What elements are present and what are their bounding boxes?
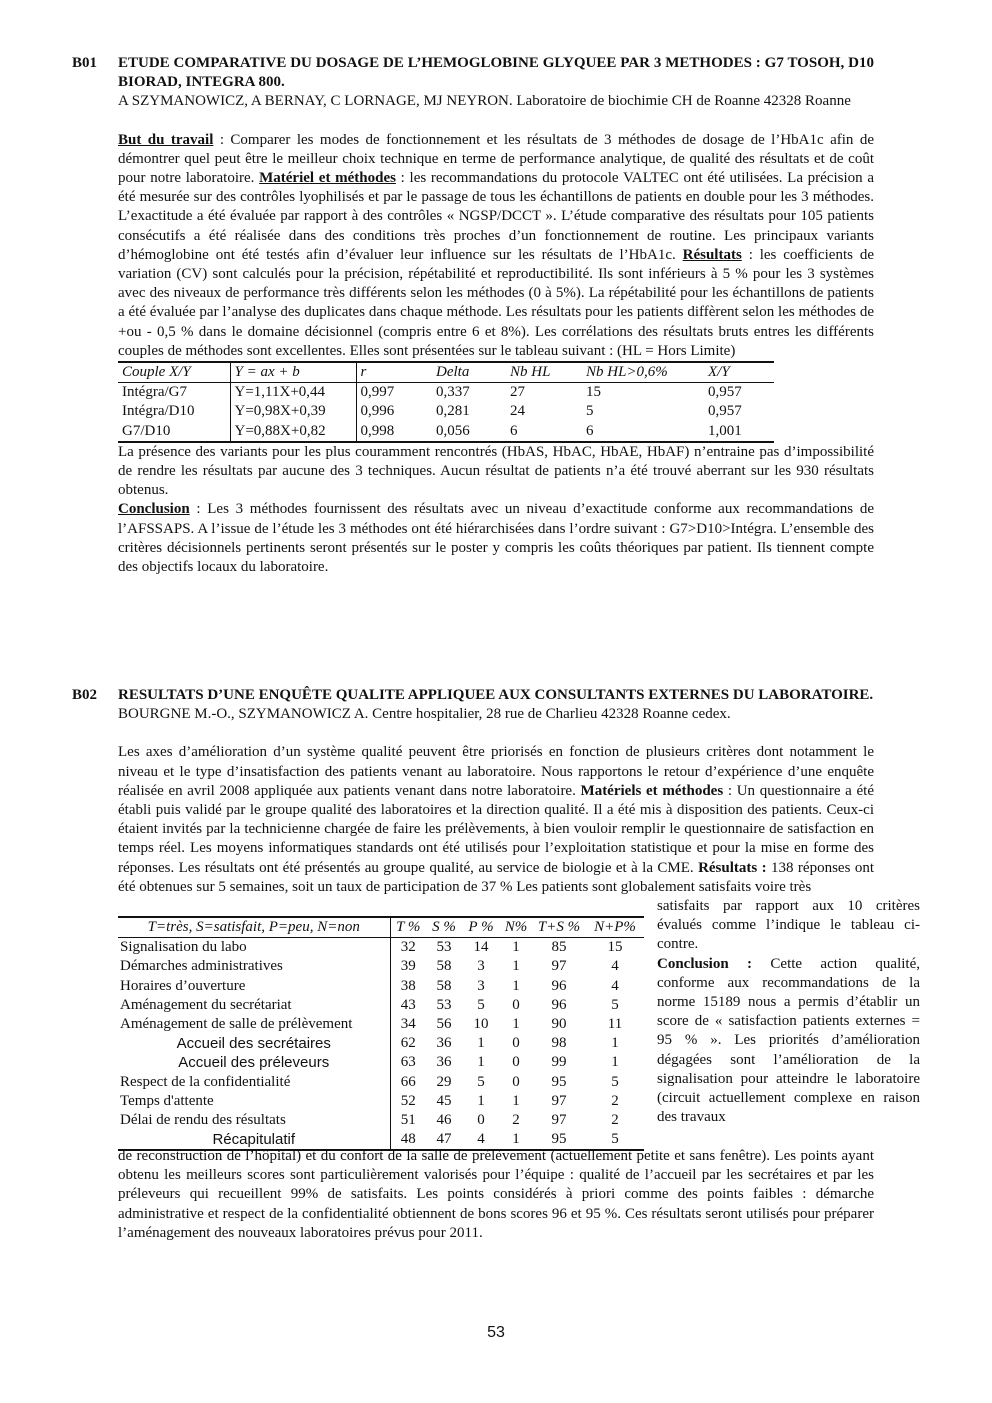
table-row [118, 1092, 644, 1111]
table-cell: 2 [512, 1112, 520, 1129]
table-cell: 85 [551, 939, 567, 956]
table-header: Y = ax + b [230, 362, 356, 383]
abstract-b02 [72, 686, 920, 1243]
table-header: r [356, 362, 432, 383]
table-cell: G7/D10 [118, 422, 230, 442]
table-cell: 58 [436, 958, 452, 975]
table-cell: 34 [400, 1016, 416, 1033]
table-header: X/Y [704, 362, 774, 383]
table-cell: 0,056 [432, 422, 506, 442]
table-cell: 1 [512, 958, 520, 975]
table-cell: Y=0,88X+0,82 [230, 422, 356, 442]
table-cell: 6 [582, 422, 704, 442]
table-row [118, 383, 774, 403]
abstract-title: ETUDE COMPARATIVE DU DOSAGE DE L’HEMOGLOBINE GLYQUEE PAR 3 METHODES : G7 TOSOH, D10 BIORAD, INTEGRA 800. [118, 55, 874, 91]
table-cell: 1 [477, 1092, 485, 1109]
section-heading: Conclusion : [657, 955, 753, 972]
body-text: : les recommandations du protocole VALTEC ont été utilisées. La précision a été mesurée sur des contrôles lyophilisés et par le passage de tous les échantillons de patients en double pour les 3 méthodes. L’exactitude a été évaluée par rapport à des contrôles « NGSP/DCCT ». L’étude comparative des résultats pour 105 patients consécutifs a été réalisée dans des conditions très proches d’un fonctionnement de routine. Les principaux variants d’hémoglobine ont été testés afin d’évaluer leur influence sur les résultats de l’HbA1c. [118, 170, 875, 263]
table-header: T+S % [532, 917, 586, 938]
table-cell: 6 [506, 422, 582, 442]
table-cell: 14 [473, 939, 489, 956]
table-cell: 97 [551, 958, 567, 975]
abstract-body [118, 743, 874, 897]
table-cell: 97 [551, 1112, 567, 1129]
table-cell: 97 [551, 1092, 567, 1109]
table-cell: Temps d'attente [118, 1092, 390, 1111]
table-cell: 56 [436, 1016, 452, 1033]
body-paragraph: La présence des variants pour les plus couramment rencontrés (HbAS, HbAC, HbAE, HbAF) n’entraine pas d’impossibilité de rendre les résultats par aucune des 3 techniques. Aucun résultat de patients n’a été trouvé aberrant sur les 930 résultats obtenus. [118, 443, 874, 499]
table-cell: 0,997 [360, 384, 395, 401]
conclusion-paragraph [118, 500, 874, 577]
table-cell: 1 [512, 977, 520, 994]
table-cell: 38 [400, 977, 416, 994]
section-heading: Matériel et méthodes [259, 170, 396, 187]
abstract-title: RESULTATS D’UNE ENQUÊTE QUALITE APPLIQUEE AUX CONSULTANTS EXTERNES DU LABORATOIRE. [118, 687, 874, 703]
table-row [118, 1130, 644, 1150]
table-cell: 47 [426, 1130, 462, 1150]
table-cell: 98 [551, 1035, 567, 1052]
table-cell: 0,957 [708, 384, 742, 401]
table-cell: 32 [400, 939, 416, 956]
table-cell: 95 [532, 1130, 586, 1150]
table-row [118, 938, 644, 958]
table-cell: 95 [551, 1073, 567, 1090]
table-cell: 90 [551, 1016, 567, 1033]
satisfaction-table [118, 916, 644, 1151]
table-cell: 46 [436, 1112, 452, 1129]
table-cell: 5 [611, 996, 619, 1013]
table-cell: 66 [400, 1073, 416, 1090]
table-cell: Y=0,98X+0,39 [230, 402, 356, 421]
table-cell: 5 [586, 403, 594, 420]
table-cell: Aménagement de salle de prélèvement [118, 1015, 390, 1034]
table-cell: 1 [512, 1016, 520, 1033]
table-cell: 1,001 [704, 422, 774, 442]
table-cell: 96 [551, 977, 567, 994]
table-cell: 0,337 [436, 384, 470, 401]
table-cell: Signalisation du labo [118, 938, 390, 958]
table-row [118, 957, 644, 976]
table-cell: 11 [607, 1016, 623, 1033]
table-cell: 1 [477, 1035, 485, 1052]
body-text: satisfaits par rapport aux 10 critères évalués comme l’indique le tableau ci-contre. [657, 898, 920, 953]
abstract-code: B01 [72, 55, 98, 71]
body-text: : Les 3 méthodes fournissent des résultats avec un niveau d’exactitude conforme aux recommandations de l’AFSSAPS. A l’issue de l’étude les 3 méthodes ont été hiérarchisées dans l’ordre suivant : G7>D10>Intégra. L’ensemble des critères décisionnels pertinents seront présentés sur le poster y compris les coûts théoriques par patient. Ils tiennent compte des objectifs locaux du laboratoire. [118, 501, 874, 576]
table-cell: 3 [477, 977, 485, 994]
table-row [118, 1073, 644, 1092]
table-cell: Accueil des préleveurs [118, 1053, 390, 1072]
table-cell: 0 [512, 1054, 520, 1071]
table-cell: Récapitulatif [118, 1130, 390, 1150]
table-header: Delta [432, 362, 506, 383]
table-cell: 36 [436, 1054, 452, 1071]
correlation-table [118, 361, 774, 443]
table-row [118, 422, 774, 442]
table-cell: 0,996 [360, 403, 395, 420]
table-header: N% [500, 917, 532, 938]
table-cell: 96 [551, 996, 567, 1013]
table-cell: 36 [436, 1035, 452, 1052]
table-cell: 10 [473, 1016, 489, 1033]
table-cell: Horaires d’ouverture [118, 977, 390, 996]
table-cell: 45 [436, 1092, 452, 1109]
table-header: S % [426, 917, 462, 938]
table-cell: 4 [462, 1130, 500, 1150]
table-cell: 2 [611, 1092, 619, 1109]
table-cell: 2 [611, 1112, 619, 1129]
table-cell: Intégra/D10 [118, 402, 230, 421]
table-header: T=très, S=satisfait, P=peu, N=non [118, 917, 390, 938]
table-cell: 5 [611, 1073, 619, 1090]
table-cell: 62 [400, 1035, 416, 1052]
table-cell: 1 [477, 1054, 485, 1071]
body-text: : Un questionnaire a été établi puis validé par le groupe qualité des laboratoires et la direction qualité. Il a été mis à disposition des patients. Ceux-ci étaient invités par la technicienne chargée de faire les prélèvements, à bien vouloir remplir le questionnaire de satisfaction en temps réel. Les moyens informatiques standards ont été utilisés pour l’exploitation statistique et pour la mise en forme des réponses. Les résultats ont été présentés au groupe qualité, au service de biologie et à la CME. [118, 782, 875, 876]
abstract-body [118, 131, 874, 361]
table-cell: 1 [611, 1054, 619, 1071]
body-text: Les axes d’amélioration d’un système qualité peuvent être priorisés en fonction de plusieurs critères dont notamment le niveau et le type d’insatisfaction des patients venant au laboratoire. Nous rapportons le retour d’expérience d’une enquête réalisée en avril 2008 appliquée aux patients venant dans notre laboratoire. [118, 744, 874, 799]
abstract-authors: BOURGNE M.-O., SZYMANOWICZ A. Centre hospitalier, 28 rue de Charlieu 42328 Roanne cedex. [118, 706, 731, 723]
abstract-authors: A SZYMANOWICZ, A BERNAY, C LORNAGE, MJ NEYRON. Laboratoire de biochimie CH de Roanne 42328 Roanne [118, 93, 851, 110]
table-row [118, 1053, 644, 1072]
section-heading: Résultats : [698, 859, 767, 876]
table-cell: 0 [512, 1073, 520, 1090]
table-cell: 53 [436, 939, 452, 956]
table-header: T % [390, 917, 426, 938]
side-column-text [657, 897, 920, 1127]
table-cell: 3 [477, 958, 485, 975]
table-cell: 0 [512, 1035, 520, 1052]
table-cell: 53 [436, 996, 452, 1013]
table-row [118, 977, 644, 996]
table-row [118, 1015, 644, 1034]
table-cell: 4 [611, 977, 619, 994]
table-cell: Délai de rendu des résultats [118, 1111, 390, 1130]
table-cell: 29 [436, 1073, 452, 1090]
table-and-sidebar [118, 897, 920, 1149]
table-cell: Intégra/G7 [118, 383, 230, 403]
table-row [118, 1111, 644, 1130]
body-paragraph: de reconstruction de l’hôpital) et du confort de la salle de prélèvement (actuellement petite et sans fenêtre). Les points ayant obtenu les meilleurs scores sont particulièrement valorisés pour l’équipe : qualité de l’accueil par les secrétaires et par les préleveurs qui recueillent 99% de satisfaits. Les points considérés à priori comme des points faibles : démarche administrative et respect de la confidentialité obtiennent de bons scores 96 et 95 %. Ces résultats seront utilisés pour préparer l’aménagement des nouveaux laboratoires prévus pour 2011. [118, 1148, 874, 1241]
table-cell: 39 [400, 958, 416, 975]
table-row [118, 1034, 644, 1053]
table-row [118, 996, 644, 1015]
table-cell: 4 [611, 958, 619, 975]
table-cell: 43 [400, 996, 416, 1013]
table-row [118, 402, 774, 421]
body-text: 138 réponses ont été obtenues sur 5 semaines, soit un taux de participation de 37 % Les patients sont globalement satisfaits voire très [118, 859, 874, 895]
table-cell: Accueil des secrétaires [118, 1034, 390, 1053]
table-header: Nb HL [506, 362, 582, 383]
table-cell: 1 [611, 1035, 619, 1052]
table-cell: 24 [510, 403, 525, 420]
section-heading: Matériels et méthodes [580, 782, 724, 799]
table-header: N+P% [586, 917, 644, 938]
table-cell: 1 [512, 939, 520, 956]
table-cell: 0,998 [356, 422, 432, 442]
table-cell: Respect de la confidentialité [118, 1073, 390, 1092]
table-header: Couple X/Y [118, 362, 230, 383]
section-heading: But du travail [118, 131, 214, 148]
table-cell: 0 [512, 996, 520, 1013]
table-header: P % [462, 917, 500, 938]
section-heading: Conclusion [118, 501, 190, 518]
table-cell: 0,957 [708, 403, 742, 420]
table-cell: 99 [551, 1054, 567, 1071]
page-number: 53 [487, 1324, 505, 1341]
section-heading: Résultats [682, 246, 742, 263]
table-cell: 5 [477, 996, 485, 1013]
table-cell: 0 [477, 1112, 485, 1129]
table-cell: Démarches administratives [118, 957, 390, 976]
table-cell: 58 [436, 977, 452, 994]
table-cell: 5 [586, 1130, 644, 1150]
table-cell: Aménagement du secrétariat [118, 996, 390, 1015]
table-cell: 27 [510, 384, 525, 401]
table-cell: 52 [400, 1092, 416, 1109]
body-text: : les coefficients de variation (CV) sont calculés pour la précision, répétabilité et reproductibilité. Ils sont inférieurs à 5 % pour les 3 systèmes avec des niveaux de performance très différents selon les méthodes (0 à 5%). La répétabilité pour les échantillons de patients a été évaluée par l’analyse des duplicates dans chaque méthode. Les résultats pour les patients diffèrent selon les méthodes de +ou - 0,5 % dans le domaine décisionnel (compris entre 6 et 8%). Les corrélations des résultats bruts entres les différents couples de méthodes sont excellentes. Elles sont présentées sur le tableau suivant : (HL = Hors Limite) [118, 246, 874, 359]
body-text: Cette action qualité, conforme aux recommandations de la norme 15189 nous a permis d’établir un score de « satisfaction patients externes = 95 % ». Les priorités d’amélioration dégagées sont l’amélioration de la signalisation pour atteindre le laboratoire (circuit actuellement complexe en raison des travaux [657, 955, 920, 1126]
table-cell: 48 [390, 1130, 426, 1150]
abstract-code: B02 [72, 687, 98, 703]
body-text: : Comparer les modes de fonctionnement et les résultats de 3 méthodes de dosage de l’HbA1c afin de démontrer quel peut être le meilleur choix technique en terme de performance analytique, de qualité des résultats et de coût pour notre laboratoire. [118, 131, 875, 187]
table-cell: 15 [607, 939, 623, 956]
abstract-b01 [72, 54, 874, 577]
table-cell: Y=1,11X+0,44 [230, 383, 356, 403]
table-header: Nb HL>0,6% [582, 362, 704, 383]
table-cell: 0,281 [436, 403, 470, 420]
table-cell: 51 [400, 1112, 416, 1129]
table-cell: 15 [586, 384, 601, 401]
table-cell: 1 [500, 1130, 532, 1150]
table-cell: 1 [512, 1092, 520, 1109]
table-cell: 5 [477, 1073, 485, 1090]
table-cell: 63 [400, 1054, 416, 1071]
